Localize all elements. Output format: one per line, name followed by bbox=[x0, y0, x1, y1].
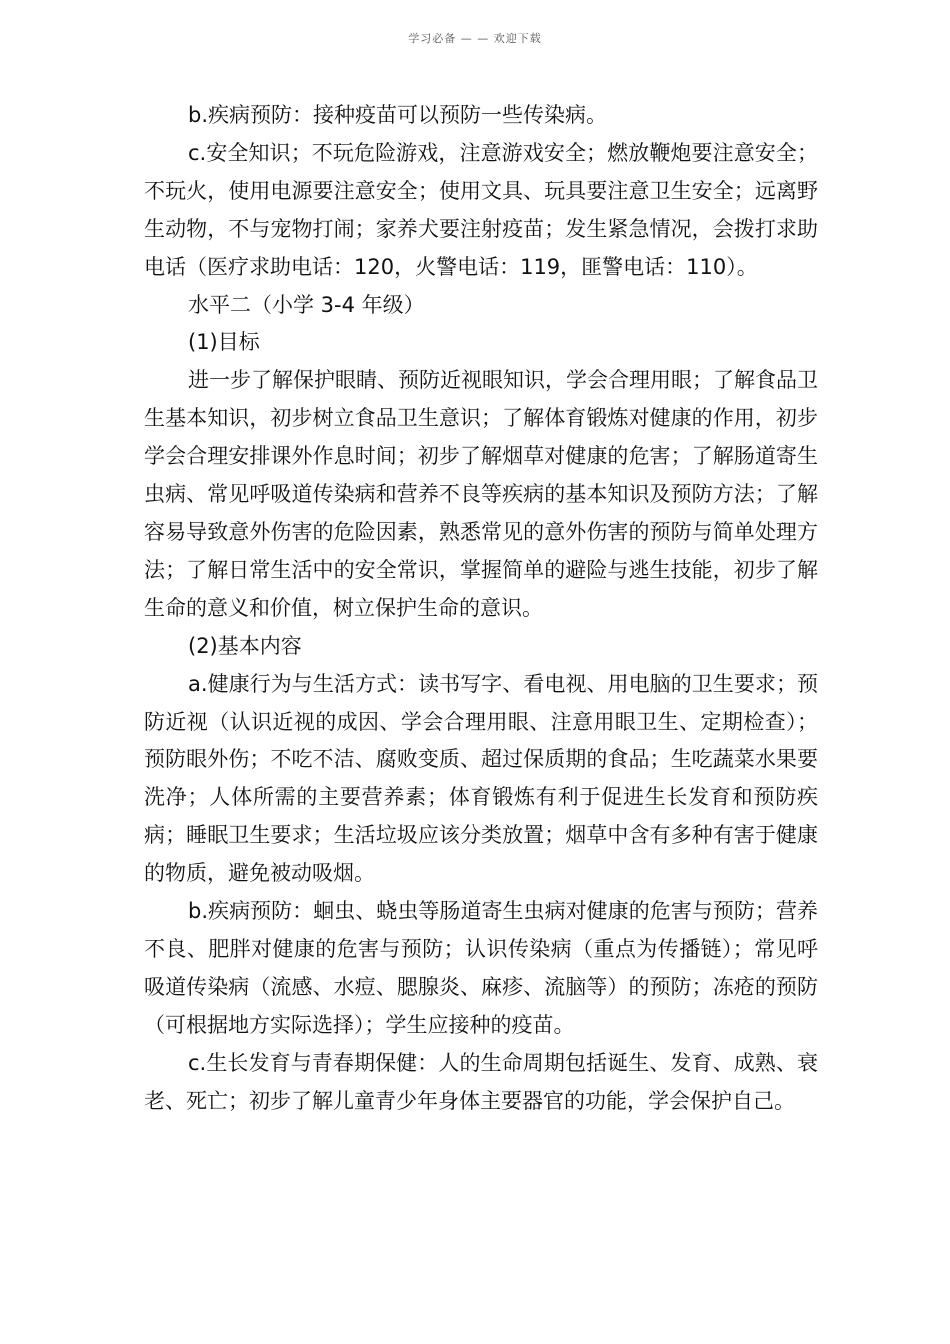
document-body bbox=[144, 97, 818, 1120]
page-header: 学习必备 — — 欢迎下载 bbox=[408, 32, 542, 45]
paragraph-disease-prevention-2: b.疾病预防：蛔虫、蛲虫等肠道寄生虫病对健康的危害与预防；营养不良、肥胖对健康的危害与预防；认识传染病（重点为传播链）；常见呼吸道传染病（流感、水痘、腮腺炎、麻疹、流脑等）的预防；冻疮的预防（可根据地方实际选择）；学生应接种的疫苗。 bbox=[144, 899, 818, 1037]
subheading-basic-content: (2)基本内容 bbox=[188, 633, 302, 658]
paragraph-goals: 进一步了解保护眼睛、预防近视眼知识，学会合理用眼；了解食品卫生基本知识，初步树立食品卫生意识；了解体育锻炼对健康的作用，初步学会合理安排课外作息时间；初步了解烟草对健康的危害；了解肠道寄生虫病、常见呼吸道传染病和营养不良等疾病的基本知识及预防方法；了解容易导致意外伤害的危险因素，熟悉常见的意外伤害的预防与简单处理方法；了解日常生活中的安全常识，掌握简单的避险与逃生技能，初步了解生命的意义和价值，树立保护生命的意识。 bbox=[144, 368, 818, 620]
paragraph-disease-prevention-1: b.疾病预防：接种疫苗可以预防一些传染病。 bbox=[188, 103, 608, 127]
paragraph-safety-knowledge: c.安全知识；不玩危险游戏，注意游戏安全；燃放鞭炮要注意安全；不玩火，使用电源要注意安全；使用文具、玩具要注意卫生安全；远离野生动物，不与宠物打闹；家养犬要注射疫苗；发生紧急情况，会拨打求助电话（医疗求助电话：120，火警电话：119，匪警电话：110）。 bbox=[144, 140, 818, 279]
subheading-goals: (1)目标 bbox=[188, 330, 260, 355]
section-heading-level-two: 水平二（小学 3-4 年级） bbox=[188, 292, 425, 317]
paragraph-growth-development: c.生长发育与青春期保健：人的生命周期包括诞生、发育、成熟、衰老、死亡；初步了解儿童青少年身体主要器官的功能，学会保护自己。 bbox=[144, 1050, 818, 1113]
paragraph-health-behavior: a.健康行为与生活方式：读书写字、看电视、用电脑的卫生要求；预防近视（认识近视的成因、学会合理用眼、注意用眼卫生、定期检查）；预防眼外伤；不吃不洁、腐败变质、超过保质期的食品；生吃蔬菜水果要洗净；人体所需的主要营养素；体育锻炼有利于促进生长发育和预防疾病；睡眠卫生要求；生活垃圾应该分类放置；烟草中含有多种有害于健康的物质，避免被动吸烟。 bbox=[144, 671, 818, 886]
